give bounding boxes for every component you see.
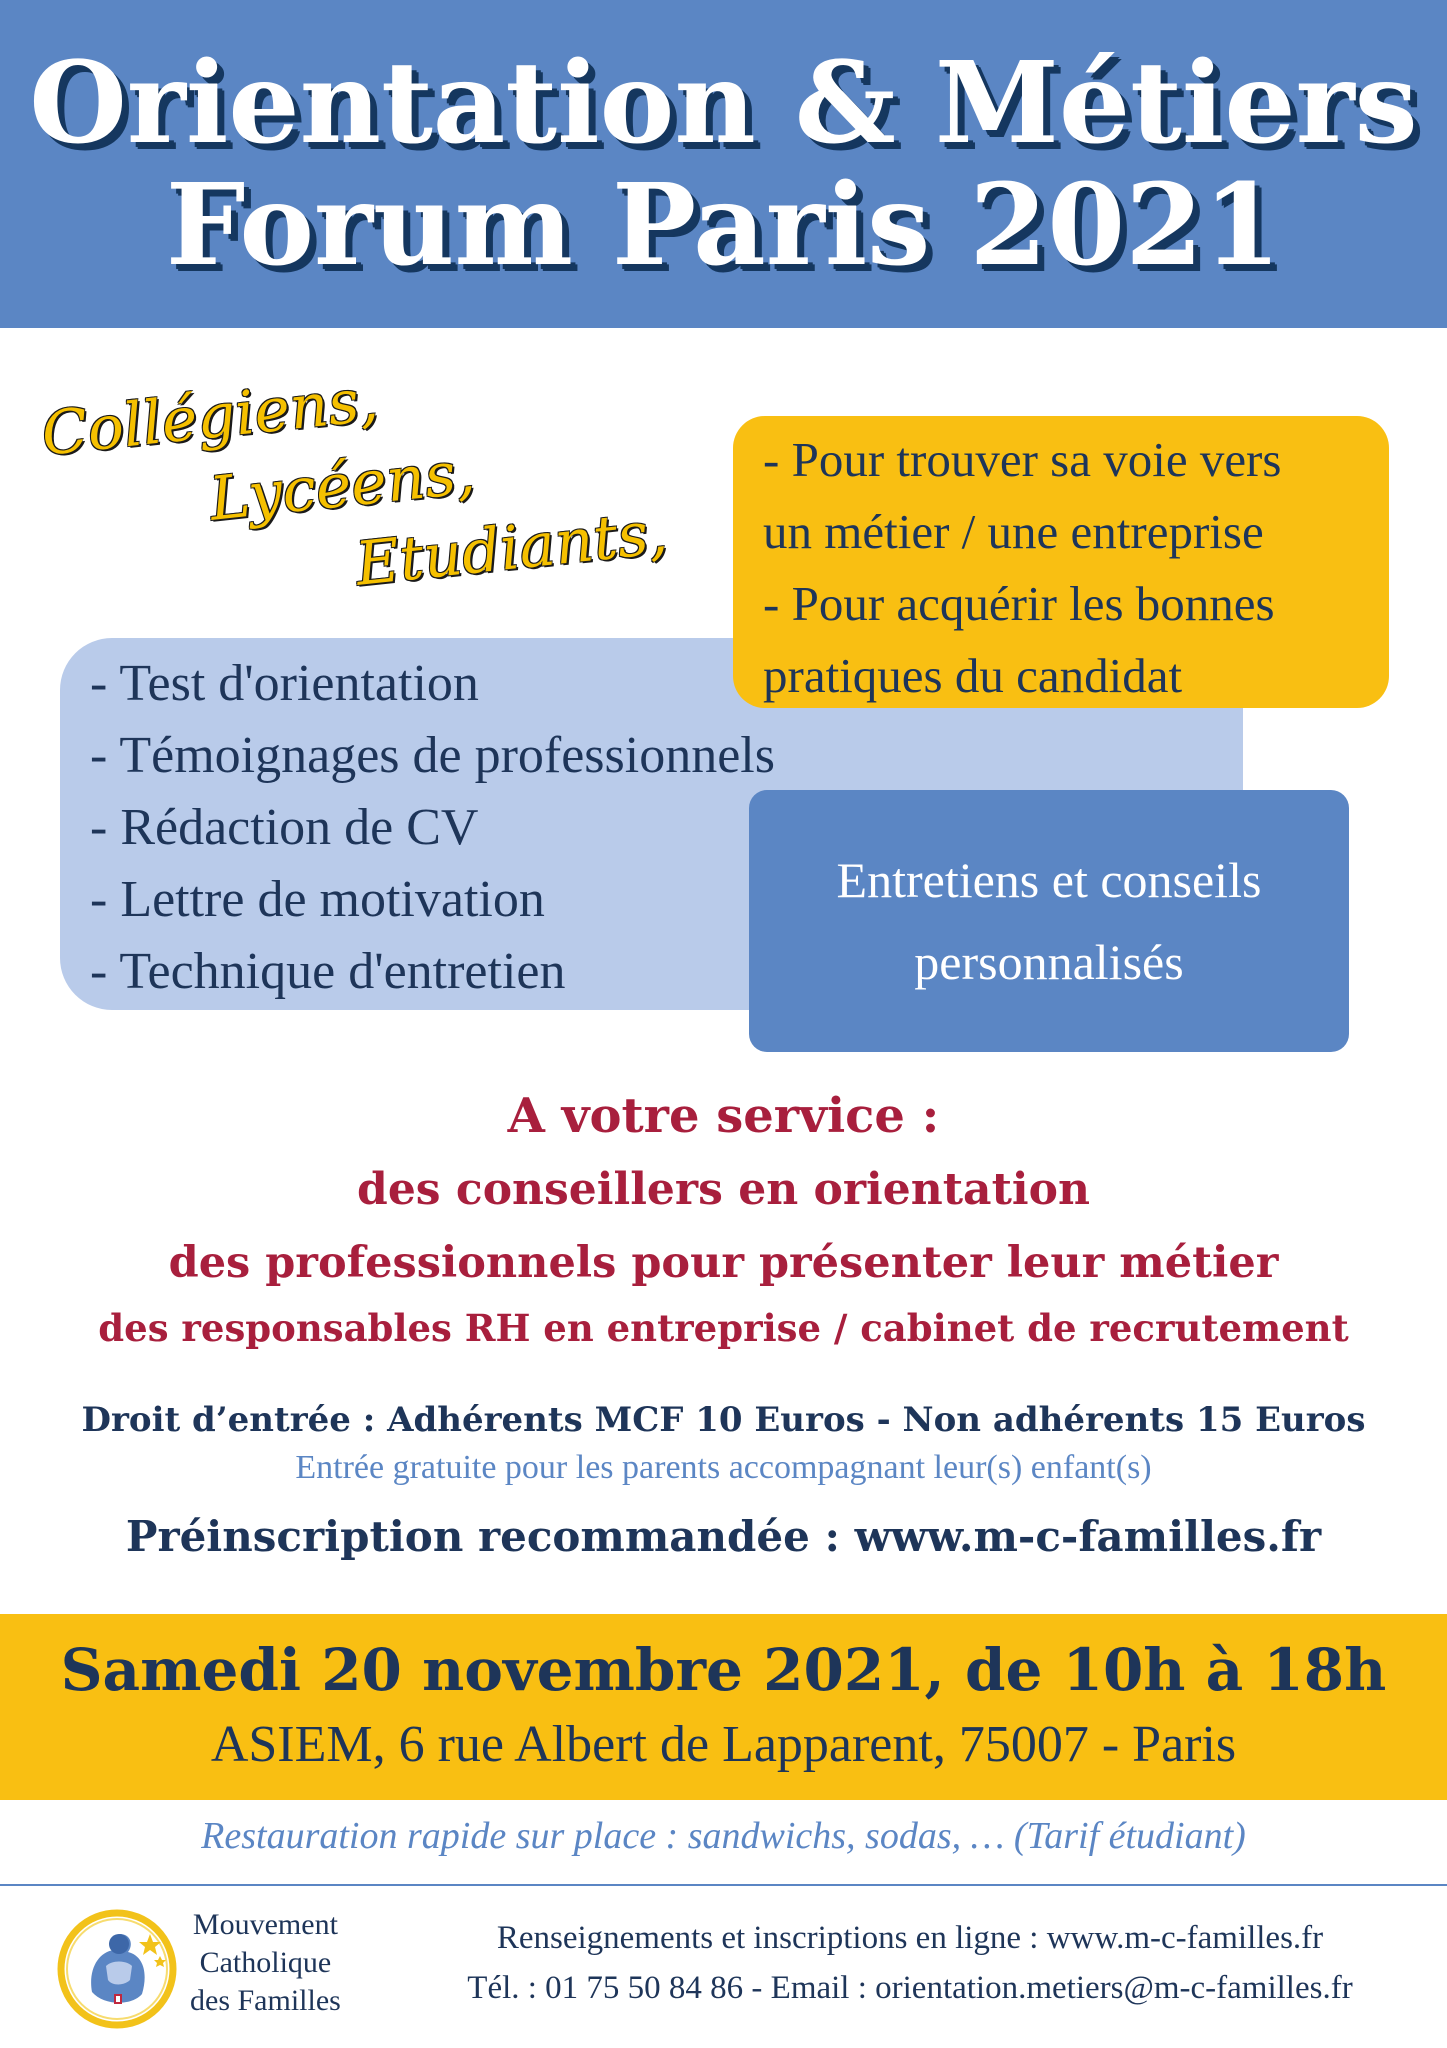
goal-line: - Pour acquérir les bonnes [763, 576, 1275, 631]
contact-info-phone-email: Tél. : 01 75 50 84 86 - Email : orientation.metiers@m-c-familles.fr [467, 1970, 1353, 2006]
page-title-line-1: Orientation & Métiers [29, 38, 1418, 169]
catering-note: Restauration rapide sur place : sandwichs, sodas, … (Tarif étudiant) [201, 1815, 1246, 1857]
audience-etudiants: Etudiants, [352, 497, 671, 600]
workshop-item: - Lettre de motivation [90, 871, 545, 928]
goal-line: un métier / une entreprise [763, 504, 1264, 559]
page-title-line-2: Forum Paris 2021 [165, 160, 1282, 291]
logo-word: des Familles [190, 1984, 341, 2017]
goals-box [733, 416, 1389, 708]
contact-info-web: Renseignements et inscriptions en ligne : www.m-c-familles.fr [496, 1920, 1324, 1956]
event-date: Samedi 20 novembre 2021, de 10h à 18h [60, 1636, 1387, 1704]
workshop-item: - Technique d'entretien [90, 943, 566, 1000]
service-line: des professionnels pour présenter leur métier [168, 1238, 1279, 1288]
goal-line: - Pour trouver sa voie vers [763, 432, 1282, 487]
mcf-logo [42, 1896, 382, 2036]
interviews-box [749, 790, 1349, 1052]
workshop-item: - Témoignages de professionnels [90, 727, 775, 784]
interviews-line: personnalisés [914, 934, 1184, 990]
footer-divider [0, 1884, 1447, 1886]
audience-lycee: Lycéens, [206, 437, 479, 535]
workshop-item: - Rédaction de CV [90, 799, 479, 856]
free-entry-note: Entrée gratuite pour les parents accompagnant leur(s) enfant(s) [295, 1449, 1152, 1486]
event-address: ASIEM, 6 rue Albert de Lapparent, 75007 - Paris [210, 1716, 1237, 1773]
service-line: des responsables RH en entreprise / cabinet de recrutement [98, 1306, 1349, 1350]
workshops-list [90, 648, 775, 1008]
goal-line: pratiques du candidat [763, 648, 1183, 703]
logo-word: Mouvement [192, 1908, 338, 1941]
interviews-line: Entretiens et conseils [836, 852, 1262, 908]
service-line: des conseillers en orientation [357, 1164, 1090, 1215]
service-title: A votre service : [507, 1088, 940, 1144]
entry-fee: Droit d’entrée : Adhérents MCF 10 Euros - Non adhérents 15 Euros [81, 1400, 1366, 1440]
audience-college: Collégiens, [38, 364, 382, 470]
family-logo-icon [52, 1904, 182, 2034]
preregistration: Préinscription recommandée : www.m-c-familles.fr [125, 1512, 1322, 1561]
workshop-item: - Test d'orientation [90, 655, 479, 712]
logo-text [190, 1906, 341, 2020]
logo-word: Catholique [199, 1946, 332, 1979]
